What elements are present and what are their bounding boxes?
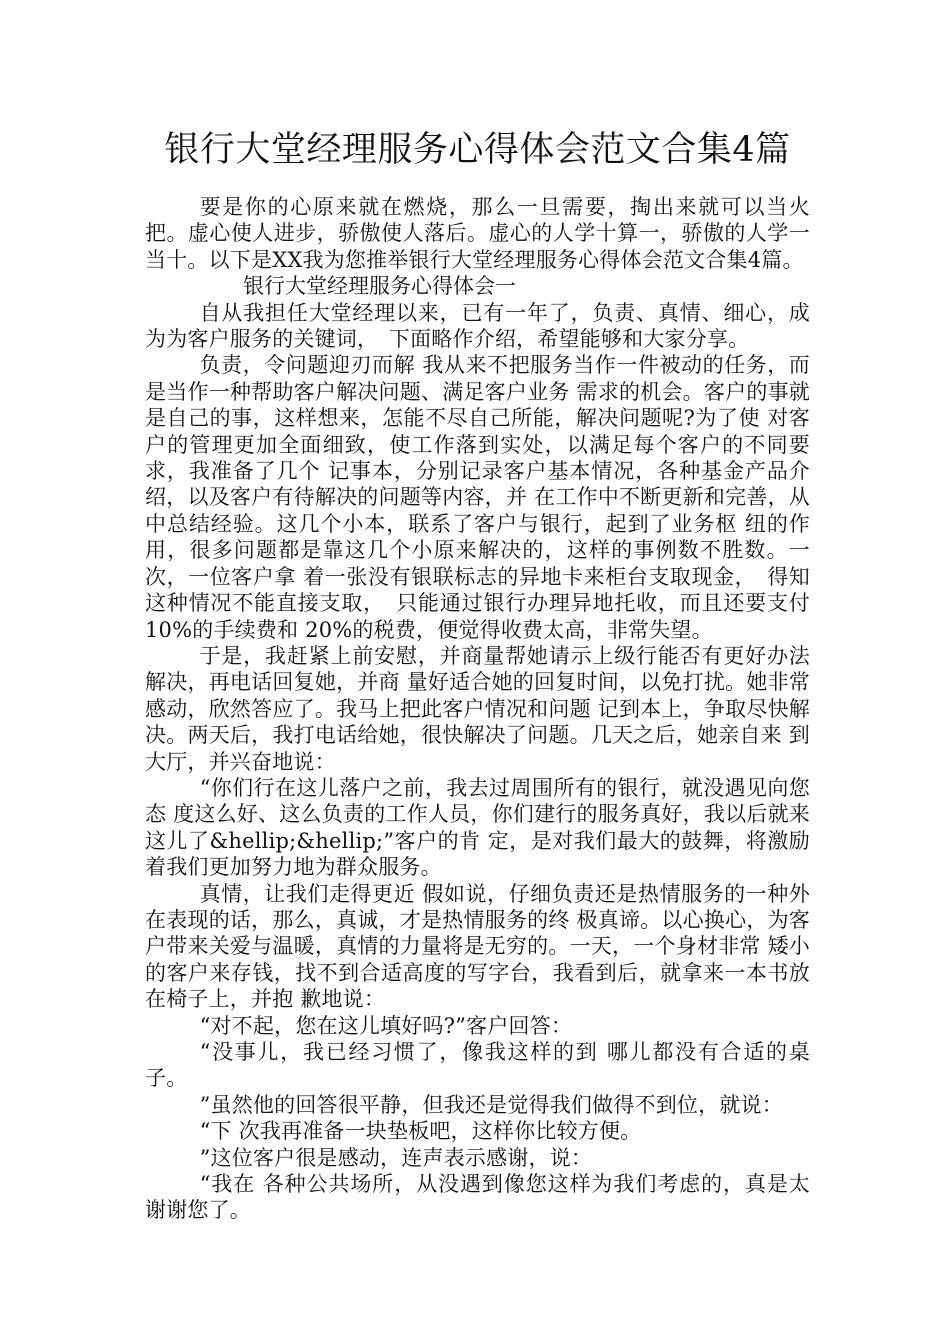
- body-paragraph: 自从我担任大堂经理以来，已有一年了，负责、真情、细心，成为为客户服务的关键词， 下面略作介绍，希望能够和大家分享。: [145, 300, 810, 352]
- body-paragraph: ”这位客户很是感动，连声表示感谢，说：: [199, 1145, 593, 1170]
- intro-paragraph: 要是你的心原来就在燃烧，那么一旦需要，掏出来就可以当火把。虚心使人进步，骄傲使人落后。虚心的人学十算一，骄傲的人学一当十。以下是XX我为您推举银行大堂经理服务心得体会范文合集4篇。: [145, 195, 810, 272]
- body-paragraph: “对不起，您在这儿填好吗?”客户回答：: [199, 1013, 573, 1038]
- body-paragraph: “下 次我再准备一块垫板吧，这样你比较方便。: [199, 1119, 642, 1144]
- body-paragraph: ”虽然他的回答很平静，但我还是觉得我们做得不到位，就说：: [199, 1092, 783, 1117]
- body-paragraph: 于是，我赶紧上前安慰，并商量帮她请示上级行能否有更好办法解决，再电话回复她，并商 量好适合她的回复时间，以免打扰。她非常感动，欣然答应了。我马上把此客户情况和问题 记到本上，争取尽快解决。两天后，我打电话给她，很快解决了问题。几天之后，她亲自来 到大厅，并兴奋地说：: [145, 643, 810, 774]
- body-paragraph: 真情，让我们走得更近 假如说，仔细负责还是热情服务的一种外在表现的话，那么，真诚，才是热情服务的终 极真谛。以心换心，为客户带来关爱与温暖，真情的力量将是无穷的。一天，一个身材非常 矮小的客户来存钱，找不到合适高度的写字台，我看到后，就拿来一本书放在椅子上，并抱 歉地说：: [145, 881, 810, 1012]
- document-page: [145, 124, 810, 1224]
- document-title: 银行大堂经理服务心得体会范文合集4篇: [164, 130, 791, 170]
- body-paragraph: “我在 各种公共场所，从没遇到像您这样为我们考虑的，真是太谢谢您了。: [145, 1172, 810, 1223]
- body-paragraph: “你们行在这儿落户之前，我去过周围所有的银行，就没遇见向您态 度这么好、这么负责的工作人员，你们建行的服务真好，我以后就来这儿了&hellip;&hellip;”客户的肯 定，是对我们最大的鼓舞，将激励着我们更加努力地为群众服务。: [145, 775, 810, 880]
- body-paragraph: “没事儿，我已经习惯了，像我这样的到 哪儿都没有合适的桌子。: [145, 1040, 810, 1091]
- body-paragraph: 负责，令问题迎刃而解 我从来不把服务当作一件被动的任务，而是当作一种帮助客户解决问题、满足客户业务 需求的机会。客户的事就是自己的事，这样想来，怎能不尽自己所能，解决问题呢?为了使 对客户的管理更加全面细致，使工作落到实处，以满足每个客户的不同要求，我准备了几个 记事本，分别记录客户基本情况，各种基金产品介绍，以及客户有待解决的问题等内容，并 在工作中不断更新和完善，从中总结经验。这几个小本，联系了客户与银行，起到了业务枢 纽的作用，很多问题都是靠这几个小原来解决的，这样的事例数不胜数。一次，一位客户拿 着一张没有银联标志的异地卡来柜台支取现金， 得知这种情况不能直接支取， 只能通过银行办理异地托收，而且还要支付 10%的手续费和 20%的税费，便觉得收费太高，非常失望。: [145, 353, 810, 642]
- section-heading: 银行大堂经理服务心得体会一: [243, 274, 516, 299]
